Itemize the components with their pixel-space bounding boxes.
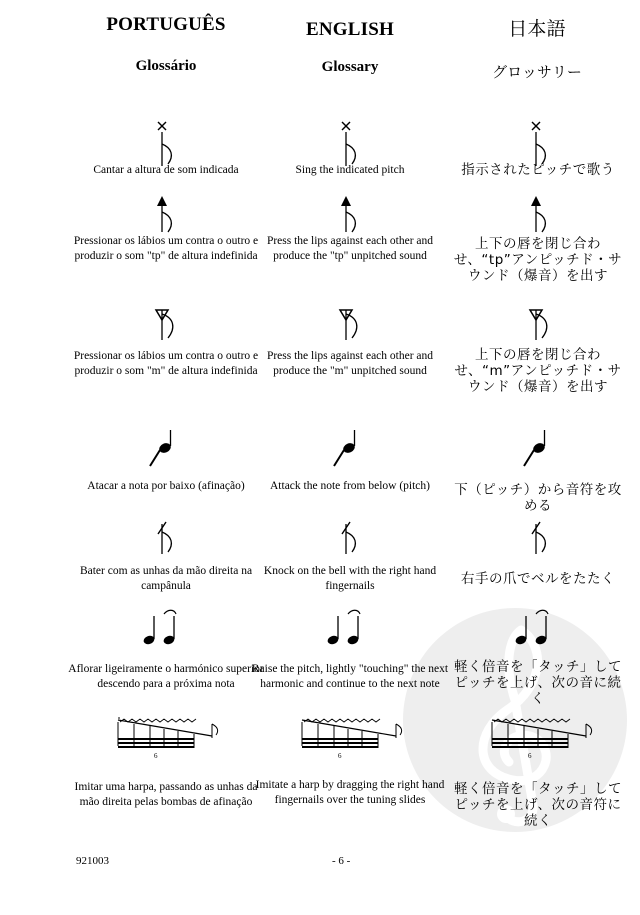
entry-3-pt: Pressionar os lábios um contra o outro e produzir o som "m" de altura indefinida (73, 350, 259, 377)
entry-1-pt: Cantar a altura de som indicada (93, 164, 239, 176)
harp-glissando-icon (114, 712, 224, 762)
entry-1-en: Sing the indicated pitch (295, 164, 405, 176)
entry-2-en: Press the lips against each other and produce the "tp" unpitched sound (266, 235, 434, 262)
catalog-code: 921003 (76, 855, 109, 867)
triangle-eighth-note-icon (320, 296, 380, 356)
entry-6-pt: Aflorar ligeiramente o harmónico superior descendo para a próxima nota (68, 663, 264, 690)
entry-1-jp: 指示されたピッチで歌う (461, 162, 615, 178)
entry-6-jp: 軽く倍音を「タッチ」してピッチを上げ、次の音に続く (454, 659, 622, 707)
scoop-note-icon (510, 428, 570, 488)
glossary-title-jp: グロッサリー (492, 63, 582, 81)
entry-5-pt: Bater com as unhas da mão direita na campânula (79, 565, 253, 592)
harmonic-glissando-notes-icon (136, 604, 196, 664)
harp-glissando-icon (488, 712, 598, 762)
entry-5-jp: 右手の爪でベルをたたく (461, 571, 615, 587)
entry-4-jp: 下（ピッチ）から音符を攻める (454, 482, 622, 514)
lang-title-pt: PORTUGUÊS (106, 14, 226, 35)
slash-eighth-note-icon (510, 516, 570, 576)
entry-7-jp: 軽く倍音を「タッチ」してピッチを上げ、次の音符に続く (454, 781, 622, 829)
header-portuguese (66, 14, 266, 75)
lang-title-jp: 日本語 (508, 18, 566, 40)
glossary-title-pt: Glossário (135, 58, 197, 74)
entry-4-en: Attack the note from below (pitch) (270, 480, 430, 492)
tuplet-number: 6 (528, 752, 532, 760)
glossary-title-en: Glossary (321, 59, 379, 75)
entry-3-jp: 上下の唇を閉じ合わせ、“m”アンピッチド・サウンド（爆音）を出す (454, 347, 622, 395)
tuplet-number: 6 (338, 752, 342, 760)
entry-2-jp: 上下の唇を閉じ合わせ、“tp”アンピッチド・サウンド（爆音）を出す (453, 236, 623, 284)
page-number: - 6 - (332, 855, 351, 867)
triangle-eighth-note-icon (136, 296, 196, 356)
lang-title-en: ENGLISH (306, 19, 394, 40)
entry-7-pt: Imitar uma harpa, passando as unhas da mão direita pelas bombas de afinação (74, 781, 258, 808)
entry-2-pt: Pressionar os lábios um contra o outro e produzir o som "tp" de altura indefinida (73, 235, 259, 262)
tuplet-number: 6 (154, 752, 158, 760)
entry-4-pt: Atacar a nota por baixo (afinação) (87, 480, 245, 492)
header-japanese (437, 14, 637, 82)
harp-glissando-icon (298, 712, 408, 762)
entry-5-en: Knock on the bell with the right hand fingernails (263, 565, 437, 592)
header-english (250, 14, 450, 76)
entry-3-en: Press the lips against each other and produce the "m" unpitched sound (266, 350, 434, 377)
entry-7-en: Imitate a harp by dragging the right hand fingernails over the tuning slides (255, 779, 445, 806)
entry-6-en: Raise the pitch, lightly "touching" the next harmonic and continue to the next note (251, 663, 449, 690)
harmonic-glissando-notes-icon (508, 604, 568, 664)
harmonic-glissando-notes-icon (320, 604, 380, 664)
